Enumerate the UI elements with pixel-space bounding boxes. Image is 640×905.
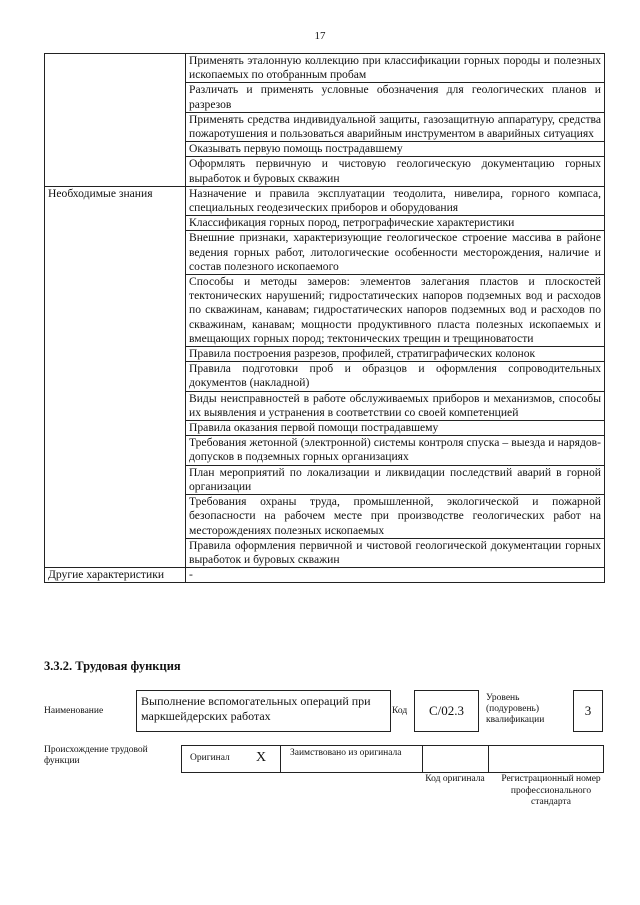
table-row [45, 186, 605, 215]
table-cell: Виды неисправностей в работе обслуживаемых приборов и механизмов, способы их выявления и устранения в соответствии со своей компетенцией [186, 391, 605, 420]
table-row [45, 568, 605, 583]
table-cell: Оформлять первичную и чистовую геологическую документацию горных выработок и буровых скважин [186, 157, 605, 186]
skills-knowledge-table [44, 53, 605, 583]
level-value-box: 3 [573, 690, 603, 732]
row-label-other-characteristics: Другие характеристики [45, 568, 186, 583]
function-name-box: Выполнение вспомогательных операций при маркшейдерских работах [136, 690, 391, 732]
reg-number-label: Регистрационный номер профессионального стандарта [501, 774, 601, 807]
table-cell: Правила подготовки проб и образцов и оформления сопроводительных документов (накладной) [186, 362, 605, 391]
table-cell: Внешние признаки, характеризующие геологическое строение массива в районе ведения горных работ, литологические особенности месторождения, наличие и состав полезного ископаемого [186, 231, 605, 275]
original-label: Оригинал [190, 753, 230, 763]
code-original-label: Код оригинала [425, 774, 485, 784]
table-cell: План мероприятий по локализации и ликвидации последствий аварий в горной организации [186, 465, 605, 494]
table-cell: Способы и методы замеров: элементов залегания пластов и плоскостей тектонических нарушений; гидростатических напоров подземных вод и расходов по скважинам, канавам; гидростатических напоров подземных вод и расходов по скважинам, канавам; мощности продуктивного пласта полезных ископаемых и вмещающих горных пород; тектонических трещин и трещиноватости [186, 275, 605, 347]
section-title: 3.3.2. Трудовая функция [44, 659, 181, 673]
table-cell: Различать и применять условные обозначения для геологических планов и разрезов [186, 83, 605, 112]
table-cell: Оказывать первую помощь пострадавшему [186, 142, 605, 157]
table-cell: Классификация горных пород, петрографические характеристики [186, 216, 605, 231]
code-label: Код [392, 706, 408, 716]
table-row [45, 54, 605, 83]
row-label [45, 54, 186, 187]
origin-row [181, 745, 604, 773]
table-cell: Правила построения разрезов, профилей, стратиграфических колонок [186, 347, 605, 362]
cell-divider [280, 746, 281, 772]
cell-divider [422, 746, 423, 772]
origin-label: Происхождение трудовой функции [44, 745, 148, 766]
table-cell: Требования охраны труда, промышленной, экологической и пожарной безопасности на рабочем месте при производстве геологических работ на месторождениях полезных ископаемых [186, 495, 605, 539]
page-number: 17 [314, 30, 326, 42]
level-label: Уровень (подуровень) квалификации [486, 693, 545, 725]
table-cell: Требования жетонной (электронной) системы контроля спуска – выезда и нарядов-допусков в подземных горных организациях [186, 436, 605, 465]
code-value-box: C/02.3 [414, 690, 479, 732]
table-cell: Применять средства индивидуальной защиты, газозащитную аппаратуру, средства пожаротушения и пользоваться аварийным инструментом в аварийных ситуациях [186, 112, 605, 141]
table-cell: Применять эталонную коллекцию при классификации горных породы и полезных ископаемых по отобранным пробам [186, 54, 605, 83]
cell-divider [488, 746, 489, 772]
borrowed-label: Заимствовано из оригинала [290, 748, 402, 758]
original-mark: X [256, 750, 267, 765]
table-cell: Назначение и правила эксплуатации теодолита, нивелира, горного компаса, специальных геодезических приборов и оборудования [186, 186, 605, 215]
name-label: Наименование [44, 706, 104, 716]
table-cell: - [186, 568, 605, 583]
row-label-required-knowledge: Необходимые знания [45, 186, 186, 567]
table-cell: Правила оформления первичной и чистовой геологической документации горных выработок и буровых скважин [186, 538, 605, 567]
table-cell: Правила оказания первой помощи пострадавшему [186, 421, 605, 436]
